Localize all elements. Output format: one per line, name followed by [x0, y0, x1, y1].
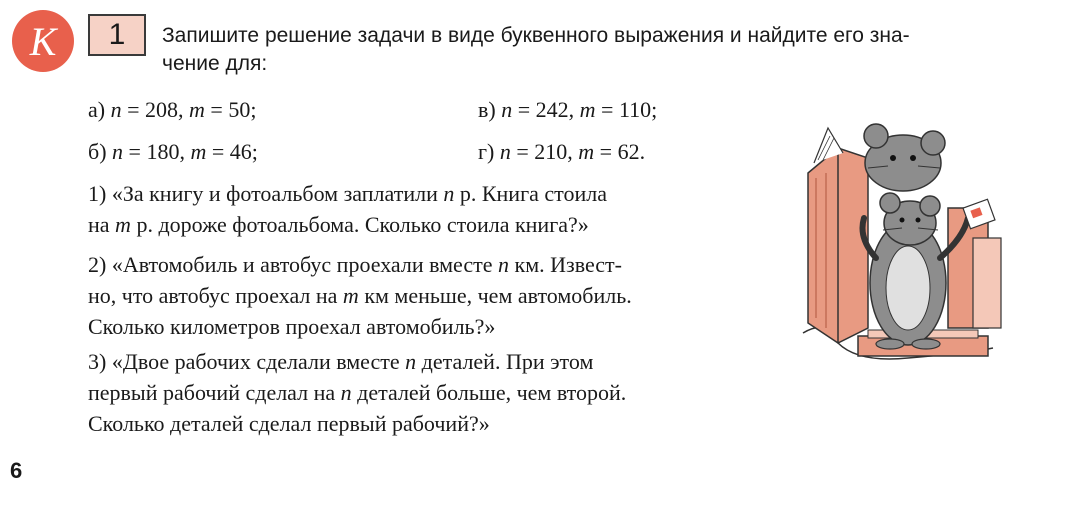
exercise-number-box: [88, 14, 146, 56]
case-label: г): [478, 139, 495, 164]
problem-line: Сколько деталей сделал первый рабочий?»: [88, 411, 490, 436]
variable-m: m: [578, 139, 595, 164]
variable-n: n: [340, 380, 352, 405]
variable-n: n: [112, 139, 124, 164]
variable-m: m: [579, 97, 596, 122]
instruction-line-1: Запишите решение задачи в виде буквенного выражения и найдите его зна-: [162, 24, 910, 47]
variable-n: n: [501, 97, 513, 122]
problem-line: но, что автобус проехал на m км меньше, чем автомобиль.: [88, 283, 632, 308]
case-label: б): [88, 139, 107, 164]
instruction-line-2: чение для:: [162, 52, 268, 75]
case-b: б) n = 180, m = 46;: [88, 139, 258, 164]
case-label: в): [478, 97, 496, 122]
case-end: ;: [651, 97, 658, 122]
variable-n: n: [499, 139, 511, 164]
variable-n: n: [443, 181, 455, 206]
problem-2: [88, 249, 632, 342]
problem-1: [88, 178, 607, 240]
case-m-value: 46: [229, 139, 252, 164]
case-end: .: [639, 139, 646, 164]
case-v: в) n = 242, m = 110;: [478, 97, 658, 122]
variable-n: n: [110, 97, 122, 122]
case-a: а) n = 208, m = 50;: [88, 97, 257, 122]
k-badge: [12, 10, 74, 72]
variable-m: m: [190, 139, 207, 164]
problem-line: 2) «Автомобиль и автобус проехали вместе n км. Извест-: [88, 252, 622, 277]
mice-with-books-illustration: [798, 118, 1010, 378]
page-number: 6: [10, 458, 23, 483]
problem-line: первый рабочий сделал на n деталей больше, чем второй.: [88, 380, 627, 405]
case-m-value: 110: [618, 97, 652, 122]
case-m-value: 62: [617, 139, 640, 164]
variable-n: n: [498, 252, 510, 277]
k-badge-letter: К: [29, 18, 57, 64]
variable-m: m: [342, 283, 359, 308]
variable-m: m: [189, 97, 205, 122]
case-g: г) n = 210, m = 62.: [478, 139, 646, 164]
problem-line: 3) «Двое рабочих сделали вместе n деталей. При этом: [88, 349, 594, 374]
task-instruction: [162, 22, 1052, 78]
exercise-number: 1: [108, 18, 126, 51]
case-end: ;: [250, 97, 257, 122]
case-n-value: 242: [535, 97, 569, 122]
problem-line: 1) «За книгу и фотоальбом заплатили n р. Книга стоила: [88, 181, 607, 206]
case-n-value: 210: [534, 139, 568, 164]
problem-3: [88, 346, 626, 439]
problem-line: на m р. дороже фотоальбома. Сколько стоила книга?»: [88, 212, 589, 237]
variable-m: m: [115, 212, 131, 237]
problem-line: Сколько километров проехал автомобиль?»: [88, 314, 496, 339]
case-m-value: 50: [228, 97, 251, 122]
case-n-value: 180: [146, 139, 180, 164]
variable-n: n: [405, 349, 417, 374]
case-label: а): [88, 97, 106, 122]
case-end: ;: [251, 139, 258, 164]
case-n-value: 208: [145, 97, 179, 122]
